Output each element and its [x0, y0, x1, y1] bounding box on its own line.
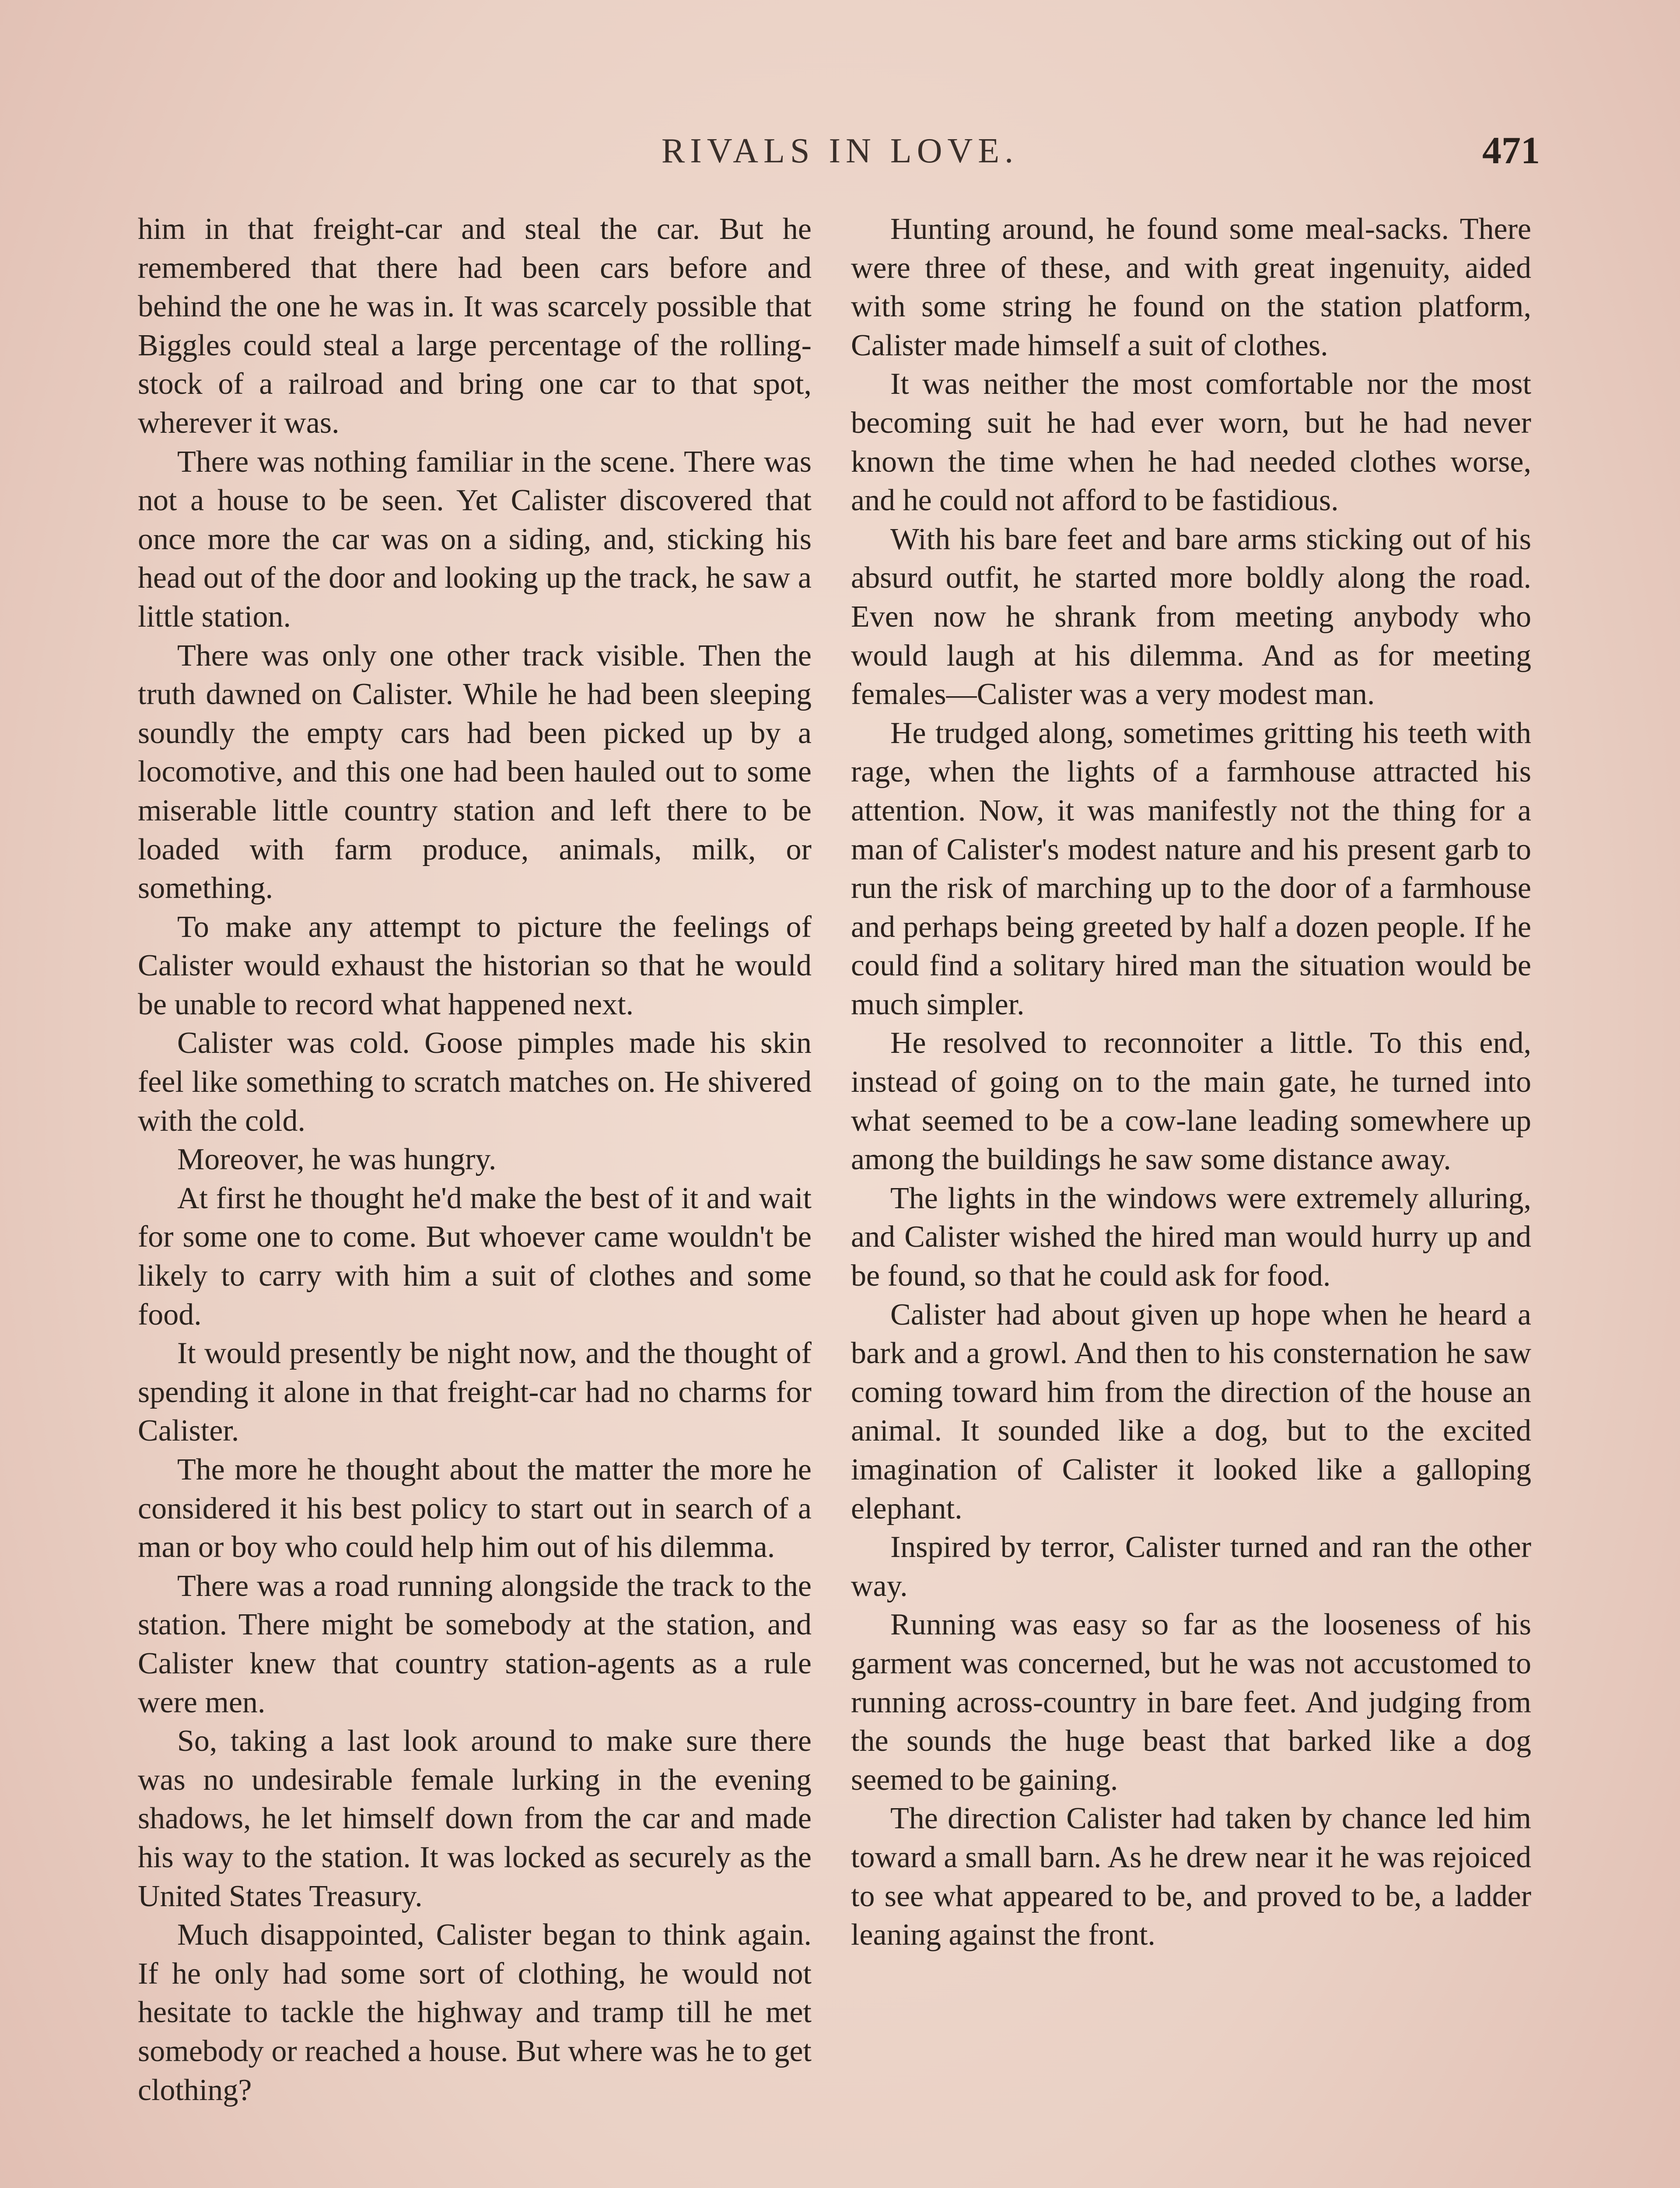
page-header: [140, 131, 1540, 179]
paragraph: The direction Calister had taken by chance led him toward a small barn. As he drew near it he was rejoiced to see what appeared to be, and proved to be, a ladder leaning against the front.: [851, 1802, 1531, 1952]
left-column: [138, 210, 812, 2110]
paragraph: There was a road running alongside the track to the station. There might be somebody at the station, and Calister knew that country station-agents as a rule were men.: [138, 1569, 812, 1719]
paragraph: Moreover, he was hungry.: [177, 1143, 497, 1177]
paragraph: Much disappointed, Calister began to think again. If he only had some sort of clothing, he would not hesitate to tackle the highway and tramp till he met somebody or reached a house. But where was he to get clothing?: [138, 1918, 812, 2107]
right-column: [851, 210, 1531, 1955]
paragraph: Inspired by terror, Calister turned and ran the other way.: [851, 1530, 1531, 1603]
paragraph: There was only one other track visible. Then the truth dawned on Calister. While he had been sleeping soundly the empty cars had been picked up by a locomotive, and this one had been hauled out to some miserable little country station and left there to be loaded with farm produce, animals, milk, or something.: [138, 638, 812, 905]
paragraph: Hunting around, he found some meal-sacks. There were three of these, and with great ingenuity, aided with some string he found on the station platform, Calister made himself a suit of clothes.: [851, 212, 1531, 362]
paragraph: The more he thought about the matter the more he considered it his best policy to start out in search of a man or boy who could help him out of his dilemma.: [138, 1453, 812, 1564]
paragraph: It would presently be night now, and the thought of spending it alone in that freight-car had no charms for Calister.: [138, 1336, 812, 1448]
paragraph: So, taking a last look around to make sure there was no undesirable female lurking in the evening shadows, he let himself down from the car and made his way to the station. It was locked as securely as the United States Treasury.: [138, 1724, 812, 1913]
paragraph: Calister had about given up hope when he heard a bark and a growl. And then to his consternation he saw coming toward him from the direction of the house an animal. It sounded like a dog, but to the excited imagination of Calister it looked like a galloping elephant.: [851, 1297, 1531, 1525]
running-title: RIVALS IN LOVE.: [661, 132, 1019, 170]
page-number: 471: [1482, 130, 1540, 172]
paragraph: Calister was cold. Goose pimples made his skin feel like something to scratch matches on. He shivered with the cold.: [138, 1026, 812, 1138]
paragraph: With his bare feet and bare arms sticking out of his absurd outfit, he started more boldly along the road. Even now he shrank from meeting anybody who would laugh at his dilemma. And as for meeting females—Calister was a very modest man.: [851, 522, 1531, 712]
paragraph: At first he thought he'd make the best of it and wait for some one to come. But whoever came wouldn't be likely to carry with him a suit of clothes and some food.: [138, 1181, 812, 1332]
paragraph: He resolved to reconnoiter a little. To this end, instead of going on to the main gate, he turned into what seemed to be a cow-lane leading somewhere up among the buildings he saw some distance away.: [851, 1026, 1531, 1177]
paragraph: Running was easy so far as the looseness of his garment was concerned, but he was not accustomed to running across-country in bare feet. And judging from the sounds the huge beast that barked like a dog seemed to be gaining.: [851, 1608, 1531, 1797]
paragraph: him in that freight-car and steal the car. But he remembered that there had been cars before and behind the one he was in. It was scarcely possible that Biggles could steal a large percentage of the rolling-stock of a railroad and bring one car to that spot, wherever it was.: [138, 212, 812, 440]
paragraph: There was nothing familiar in the scene. There was not a house to be seen. Yet Calister discovered that once more the car was on a siding, and, sticking his head out of the door and looking up the track, he saw a little station.: [138, 445, 812, 634]
paragraph: It was neither the most comfortable nor the most becoming suit he had ever worn, but he had never known the time when he had needed clothes worse, and he could not afford to be fastidious.: [851, 367, 1531, 518]
paragraph: The lights in the windows were extremely alluring, and Calister wished the hired man would hurry up and be found, so that he could ask for food.: [851, 1181, 1531, 1293]
paragraph: To make any attempt to picture the feelings of Calister would exhaust the historian so that he would be unable to record what happened next.: [138, 910, 812, 1021]
paragraph: He trudged along, sometimes gritting his teeth with rage, when the lights of a farmhouse attracted his attention. Now, it was manifestly not the thing for a man of Calister's modest nature and his present garb to run the risk of marching up to the door of a farmhouse and perhaps being greeted by half a dozen people. If he could find a solitary hired man the situation would be much simpler.: [851, 716, 1531, 1021]
